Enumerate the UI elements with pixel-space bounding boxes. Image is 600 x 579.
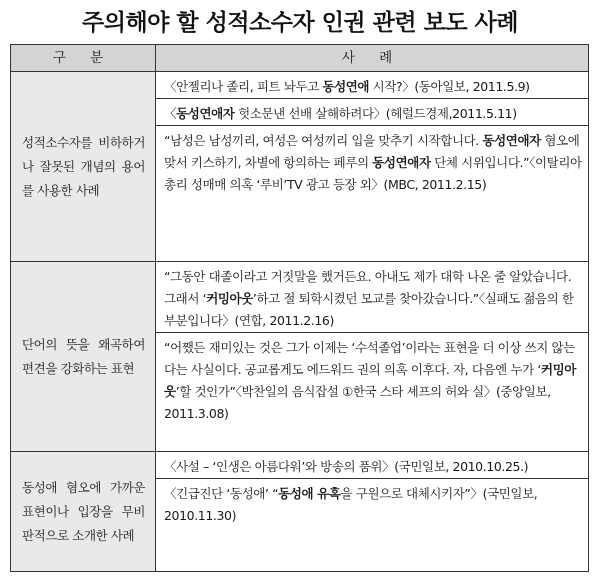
example-item: [156, 125, 588, 196]
example-item: [156, 478, 588, 527]
highlighted-term: 동성연애자: [176, 106, 235, 121]
highlighted-term: 동성연애자: [482, 133, 541, 148]
example-text: “남성은 남성끼리, 여성은 여성끼리 입을 맞추기 시작합니다.: [164, 133, 483, 148]
example-text: ’하고 절 퇴학시켰던 모교를 찾아갔습니다.”〈실패도 젊음의 한부분입니다〉(연합, 2011.2.16): [164, 291, 574, 328]
examples-cell: [156, 262, 589, 452]
document-title: 주의해야 할 성적소수자 인권 관련 보도 사례: [82, 10, 518, 36]
category-cell: 동성애 혐오에 가까운 표현이나 입장을 무비판적으로 소개한 사례: [11, 452, 156, 572]
highlighted-term: 동성연애: [322, 79, 370, 94]
category-cell: 성적소수자를 비하하거나 잘못된 개념의 용어를 사용한 사례: [11, 72, 156, 262]
example-item: [164, 266, 582, 332]
cases-table: [10, 44, 589, 572]
highlighted-term: 동성연애자: [372, 155, 431, 170]
category-cell: 단어의 뜻을 왜곡하여 편견을 강화하는 표현: [11, 262, 156, 452]
example-text: 을 구원으로 대체시키자”〉(국민일보, 2010.11.30): [164, 486, 538, 523]
example-text: 시작?〉(동아일보, 2011.5.9): [369, 79, 530, 94]
example-text: 헛소문낸 선배 살해하려다〉(헤럴드경제,2011.5.11): [234, 106, 517, 121]
examples-cell: [156, 452, 589, 572]
example-text: “그동안 대졸이라고 거짓말을 했거든요. 아내도 제가 대학 나온 줄 알았습니다. 그래서 ‘: [164, 269, 572, 306]
example-text: 단체 시위입니다.”〈이탈리아 총리 성매매 의혹 ‘루비’TV 광고 등장 외〉(MBC, 2011.2.15): [164, 155, 582, 192]
table-row: [11, 262, 589, 452]
example-text: 혐오에 맞서 키스하기, 차별에 항의하는 페루의: [164, 133, 580, 170]
header-category: 구 분: [11, 45, 156, 72]
highlighted-term: 커밍아웃: [164, 362, 576, 399]
example-item: [164, 456, 582, 478]
example-text: 〈: [164, 106, 177, 121]
highlighted-term: 커밍아웃: [206, 291, 253, 306]
highlighted-term: 동성애 유혹: [278, 486, 341, 501]
example-text: 〈사설 – ‘인생은 아름다워’와 방송의 품위〉(국민일보, 2010.10.25.): [164, 459, 529, 474]
example-item: [156, 98, 588, 125]
header-examples: 사 례: [156, 45, 589, 72]
example-text: 〈긴급진단 ‘동성애’ “: [164, 486, 279, 501]
example-text: 〈안젤리나 졸리, 피트 놔두고: [164, 79, 323, 94]
table-header-row: [11, 45, 589, 72]
example-item: [156, 332, 588, 425]
example-item: [164, 76, 582, 98]
examples-cell: [156, 72, 589, 262]
example-text: ’할 것인가”〈박찬일의 음식잡설 ①한국 스타 셰프의 허와 실〉(중앙일보, 2011.3.08): [164, 384, 551, 421]
example-text: “어쨌든 재미있는 것은 그가 이제는 ‘수석졸업’이라는 표현을 더 이상 쓰지 않는다는 사실이다. 공교롭게도 에드워드 권의 의혹 이후다. 자, 다음엔 누가 ‘: [164, 340, 575, 377]
table-row: [11, 452, 589, 572]
table-row: [11, 72, 589, 262]
